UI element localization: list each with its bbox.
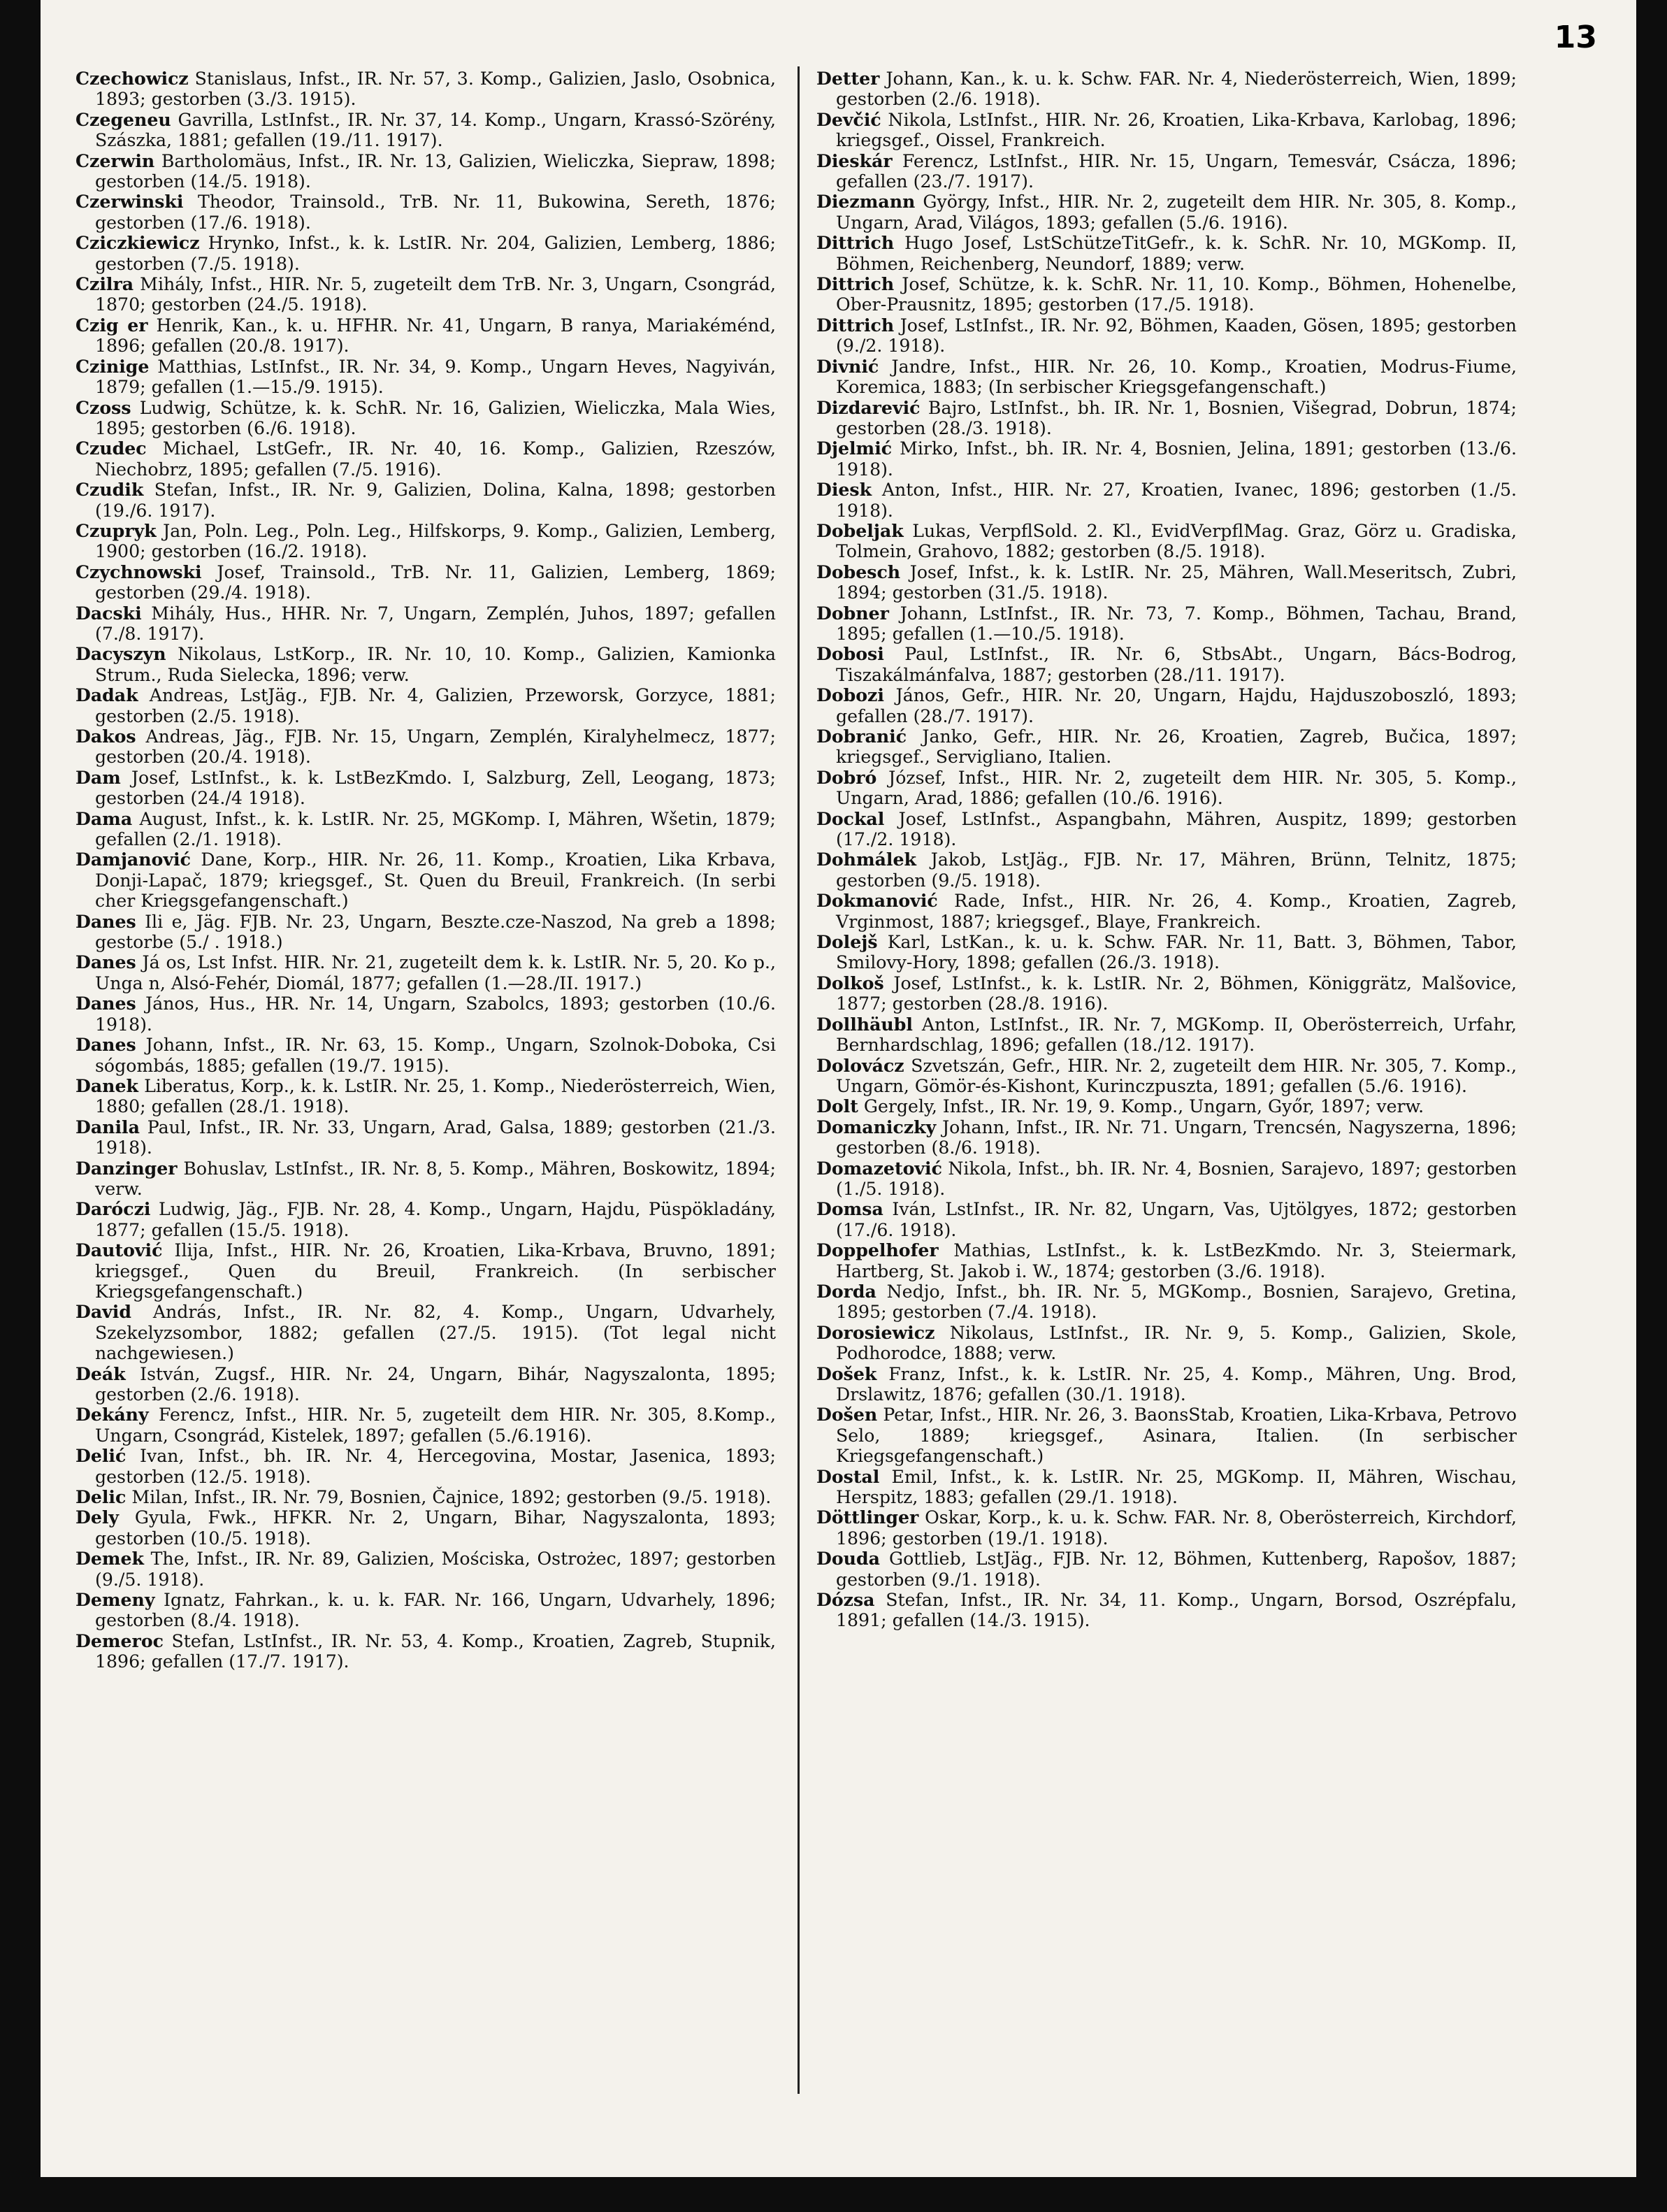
register-entry bbox=[816, 1199, 1517, 1240]
register-entry bbox=[75, 726, 776, 768]
entry-details: Michael, LstGefr., IR. Nr. 40, 16. Komp., Galizien, Rzeszów, Niechobrz, 1895; gefallen (7./5. 1916). bbox=[95, 438, 776, 480]
entry-surname: Dobró bbox=[816, 766, 877, 788]
entry-surname: Deák bbox=[75, 1363, 126, 1384]
entry-details: Ignatz, Fahrkan., k. u. k. FAR. Nr. 166, Ungarn, Udvarhely, 1896; gestorben (8./4. 1918). bbox=[95, 1590, 776, 1631]
entry-surname: Czychnowski bbox=[75, 561, 202, 582]
entry-surname: Dostal bbox=[816, 1465, 880, 1487]
register-entry bbox=[75, 603, 776, 645]
entry-details: Bohuslav, LstInfst., IR. Nr. 8, 5. Komp., Mähren, Boskowitz, 1894; verw. bbox=[95, 1158, 776, 1199]
entry-surname: Divnić bbox=[816, 355, 879, 377]
register-entry bbox=[816, 1056, 1517, 1097]
register-entry bbox=[75, 644, 776, 685]
entry-surname: Czilra bbox=[75, 273, 134, 295]
register-entry bbox=[75, 1035, 776, 1076]
entry-surname: Danes bbox=[75, 1034, 136, 1056]
entry-surname: Czoss bbox=[75, 396, 131, 418]
register-entry bbox=[816, 357, 1517, 398]
entry-surname: Dokmanović bbox=[816, 890, 938, 912]
entry-details: Karl, LstKan., k. u. k. Schw. FAR. Nr. 11, Batt. 3, Böhmen, Tabor, Smilovy-Hory, 1898; gefallen (26./3. 1918). bbox=[836, 932, 1517, 973]
scan-border-left bbox=[0, 0, 41, 2212]
register-entry bbox=[75, 521, 776, 562]
entry-details: Mihály, Infst., HIR. Nr. 5, zugeteilt dem TrB. Nr. 3, Ungarn, Csongrád, 1870; gestorben (24./5. 1918). bbox=[95, 274, 776, 315]
register-entry bbox=[75, 1302, 776, 1363]
entry-details: Andreas, Jäg., FJB. Nr. 15, Ungarn, Zemplén, Kiralyhelmecz, 1877; gestorben (20./4. 1918). bbox=[95, 726, 776, 768]
register-entry bbox=[816, 438, 1517, 480]
entry-details: Ilija, Infst., HIR. Nr. 26, Kroatien, Lika-Krbava, Bruvno, 1891; kriegsgef., Quen du Breuil, Frankreich. (In serbischer Kriegsgefangenschaft.) bbox=[95, 1240, 776, 1302]
entry-details: Jan, Poln. Leg., Poln. Leg., Hilfskorps, 9. Komp., Galizien, Lemberg, 1900; gestorben (16./2. 1918). bbox=[95, 520, 776, 562]
register-entry bbox=[75, 1446, 776, 1487]
entry-surname: Došen bbox=[816, 1404, 878, 1425]
entry-surname: Detter bbox=[816, 69, 880, 89]
register-entry bbox=[816, 1096, 1517, 1116]
entry-surname: Dolovácz bbox=[816, 1054, 904, 1076]
register-entry bbox=[816, 1590, 1517, 1631]
register-entry bbox=[75, 438, 776, 480]
register-entry bbox=[75, 952, 776, 993]
register-entry bbox=[75, 768, 776, 809]
register-entry bbox=[75, 480, 776, 521]
entry-details: Hugo Josef, LstSchützeTitGefr., k. k. SchR. Nr. 10, MGKomp. II, Böhmen, Reichenberg, Neundorf, 1889; verw. bbox=[836, 233, 1517, 274]
entry-surname: Doppelhofer bbox=[816, 1240, 939, 1261]
column-divider bbox=[798, 66, 800, 2094]
entry-details: Henrik, Kan., k. u. HFHR. Nr. 41, Ungarn, B ranya, Mariakéménd, 1896; gefallen (20./8. 1917). bbox=[95, 315, 776, 357]
entry-surname: Djelmić bbox=[816, 438, 893, 459]
entry-surname: Dakos bbox=[75, 726, 136, 747]
entry-details: Jakob, LstJäg., FJB. Nr. 17, Mähren, Brünn, Telnitz, 1875; gestorben (9./5. 1918). bbox=[836, 849, 1517, 891]
entry-surname: Danek bbox=[75, 1075, 138, 1096]
entry-details: Janko, Gefr., HIR. Nr. 26, Kroatien, Zagreb, Bučica, 1897; kriegsgef., Servigliano, Italien. bbox=[836, 726, 1517, 768]
register-entry bbox=[75, 809, 776, 850]
entry-details: Theodor, Trainsold., TrB. Nr. 11, Bukowina, Sereth, 1876; gestorben (17./6. 1918). bbox=[95, 192, 776, 233]
register-entry bbox=[75, 562, 776, 603]
entry-surname: Domsa bbox=[816, 1198, 883, 1220]
entry-surname: Dekány bbox=[75, 1404, 149, 1425]
entry-details: Josef, Schütze, k. k. SchR. Nr. 11, 10. Komp., Böhmen, Hohenelbe, Ober-Prausnitz, 1895; gestorben (17./5. 1918). bbox=[836, 274, 1517, 315]
register-entry bbox=[816, 1467, 1517, 1508]
register-entry bbox=[816, 891, 1517, 932]
register-entry bbox=[816, 1323, 1517, 1364]
entry-surname: Dobosi bbox=[816, 643, 884, 665]
entry-details: Szvetszán, Gefr., HIR. Nr. 2, zugeteilt dem HIR. Nr. 305, 7. Komp., Ungarn, Gömör-és-Kishont, Kurinczpuszta, 1891; gefallen (5./6. 1916). bbox=[836, 1055, 1517, 1096]
register-entry bbox=[75, 1076, 776, 1117]
register-entry bbox=[816, 603, 1517, 645]
entry-details: Ivan, Infst., bh. IR. Nr. 4, Hercegovina, Mostar, Jasenica, 1893; gestorben (12./5. 1918). bbox=[95, 1446, 776, 1487]
register-entry bbox=[75, 1487, 776, 1507]
entry-surname: Czechowicz bbox=[75, 69, 189, 89]
entry-surname: Damjanović bbox=[75, 849, 191, 870]
entry-surname: Czudik bbox=[75, 479, 144, 501]
entry-details: Ludwig, Jäg., FJB. Nr. 28, 4. Komp., Ungarn, Hajdu, Püspökladány, 1877; gefallen (15./5. 1918). bbox=[95, 1199, 776, 1240]
entry-details: András, Infst., IR. Nr. 82, 4. Komp., Ungarn, Udvarhely, Szekelyzsombor, 1882; gefallen (27./5. 1915). (Tot legal nicht nachgewiesen.) bbox=[95, 1302, 776, 1364]
entry-details: Josef, LstInfst., k. k. LstBezKmdo. I, Salzburg, Zell, Leogang, 1873; gestorben (24./4 1918). bbox=[95, 767, 776, 809]
register-entry bbox=[75, 274, 776, 315]
register-entry bbox=[75, 69, 776, 110]
entry-surname: Domaniczky bbox=[816, 1116, 937, 1137]
left-column bbox=[75, 69, 776, 2138]
entry-details: Nikola, LstInfst., HIR. Nr. 26, Kroatien, Lika-Krbava, Karlobag, 1896; kriegsgef., Oissel, Frankreich. bbox=[836, 109, 1517, 151]
entry-details: Johann, Infst., IR. Nr. 63, 15. Komp., Ungarn, Szolnok-Doboka, Csi sógombás, 1885; gefallen (19./7. 1915). bbox=[95, 1035, 776, 1076]
page-number: 13 bbox=[1554, 20, 1597, 55]
scan-border-bottom bbox=[0, 2177, 1667, 2212]
entry-surname: Daróczi bbox=[75, 1198, 151, 1220]
entry-details: Milan, Infst., IR. Nr. 79, Bosnien, Čajnice, 1892; gestorben (9./5. 1918). bbox=[126, 1487, 772, 1508]
entry-details: Anton, LstInfst., IR. Nr. 7, MGKomp. II, Oberösterreich, Urfahr, Bernhardschlag, 1896; gefallen (18./12. 1917). bbox=[836, 1014, 1517, 1056]
entry-details: Nikolaus, LstKorp., IR. Nr. 10, 10. Komp., Galizien, Kamionka Strum., Ruda Sielecka, 1896; verw. bbox=[95, 644, 776, 685]
register-entry bbox=[816, 1240, 1517, 1281]
register-entry bbox=[75, 1199, 776, 1240]
entry-surname: Domazetović bbox=[816, 1157, 942, 1179]
entry-surname: Dam bbox=[75, 766, 121, 788]
register-entry bbox=[75, 315, 776, 357]
entry-surname: Demeny bbox=[75, 1589, 155, 1611]
entry-details: Johann, Kan., k. u. k. Schw. FAR. Nr. 4, Niederösterreich, Wien, 1899; gestorben (2./6. 1918). bbox=[836, 69, 1517, 110]
entry-details: Paul, Infst., IR. Nr. 33, Ungarn, Arad, Galsa, 1889; gestorben (21./3. 1918). bbox=[95, 1116, 776, 1158]
entry-details: Gottlieb, LstJäg., FJB. Nr. 12, Böhmen, Kuttenberg, Rapošov, 1887; gestorben (9./1. 1918). bbox=[836, 1549, 1517, 1590]
entry-surname: Delić bbox=[75, 1445, 127, 1467]
entry-surname: Dobeljak bbox=[816, 519, 904, 541]
entry-surname: Danzinger bbox=[75, 1157, 178, 1179]
register-entry bbox=[816, 685, 1517, 726]
register-entry bbox=[816, 521, 1517, 562]
entry-surname: Dittrich bbox=[816, 273, 895, 295]
entry-surname: Dobesch bbox=[816, 561, 901, 582]
register-entry bbox=[75, 357, 776, 398]
entry-details: Josef, LstInfst., IR. Nr. 92, Böhmen, Kaaden, Gösen, 1895; gestorben (9./2. 1918). bbox=[836, 315, 1517, 357]
entry-details: Nikola, Infst., bh. IR. Nr. 4, Bosnien, Sarajevo, 1897; gestorben (1./5. 1918). bbox=[836, 1158, 1517, 1199]
entry-surname: Dobozi bbox=[816, 684, 884, 706]
entry-details: Josef, Infst., k. k. LstIR. Nr. 25, Mähren, Wall.Meseritsch, Zubri, 1894; gestorben (31./5. 1918). bbox=[836, 561, 1517, 603]
entry-surname: Czerwin bbox=[75, 150, 155, 171]
entry-surname: Došek bbox=[816, 1363, 877, 1384]
entry-details: Johann, Infst., IR. Nr. 71. Ungarn, Trencsén, Nagyszerna, 1896; gestorben (8./6. 1918). bbox=[836, 1116, 1517, 1158]
entry-details: Stefan, Infst., IR. Nr. 34, 11. Komp., Ungarn, Borsod, Oszrépfalu, 1891; gefallen (14./3. 1915). bbox=[836, 1590, 1517, 1631]
entry-details: Stefan, Infst., IR. Nr. 9, Galizien, Dolina, Kalna, 1898; gestorben (19./6. 1917). bbox=[95, 480, 776, 521]
register-entry bbox=[75, 1590, 776, 1631]
entry-details: György, Infst., HIR. Nr. 2, zugeteilt dem HIR. Nr. 305, 8. Komp., Ungarn, Arad, Világos, 1893; gefallen (5./6. 1916). bbox=[836, 192, 1517, 233]
register-entry bbox=[75, 912, 776, 953]
entry-surname: Dacski bbox=[75, 602, 142, 624]
right-column bbox=[816, 69, 1517, 2138]
entry-details: István, Zugsf., HIR. Nr. 24, Ungarn, Bihár, Nagyszalonta, 1895; gestorben (2./6. 1918). bbox=[95, 1363, 776, 1405]
entry-surname: Danes bbox=[75, 993, 136, 1014]
entry-surname: Czinige bbox=[75, 355, 150, 377]
entry-details: Mihály, Hus., HHR. Nr. 7, Ungarn, Zemplén, Juhos, 1897; gefallen (7./8. 1917). bbox=[95, 603, 776, 644]
register-entry bbox=[816, 315, 1517, 357]
register-entry bbox=[816, 1364, 1517, 1405]
entry-details: Stanislaus, Infst., IR. Nr. 57, 3. Komp., Galizien, Jaslo, Osobnica, 1893; gestorben (3./3. 1915). bbox=[95, 69, 776, 110]
entry-details: Nedjo, Infst., bh. IR. Nr. 5, MGKomp., Bosnien, Sarajevo, Gretina, 1895; gestorben (7./4. 1918). bbox=[836, 1281, 1517, 1323]
entry-details: Bajro, LstInfst., bh. IR. Nr. 1, Bosnien, Višegrad, Dobrun, 1874; gestorben (28./3. 1918). bbox=[836, 397, 1517, 438]
entry-details: Stefan, LstInfst., IR. Nr. 53, 4. Komp., Kroatien, Zagreb, Stupnik, 1896; gefallen (17./7. 1917). bbox=[95, 1630, 776, 1672]
register-entry bbox=[816, 1117, 1517, 1158]
register-entry bbox=[75, 151, 776, 192]
entry-details: Josef, Trainsold., TrB. Nr. 11, Galizien, Lemberg, 1869; gestorben (29./4. 1918). bbox=[95, 561, 776, 603]
register-entry bbox=[816, 151, 1517, 192]
entry-surname: Dolkoš bbox=[816, 972, 884, 993]
entry-details: János, Gefr., HIR. Nr. 20, Ungarn, Hajdu, Hajduszoboszló, 1893; gefallen (28./7. 1917). bbox=[836, 685, 1517, 726]
scan-border-right bbox=[1636, 0, 1667, 2212]
register-entry bbox=[816, 1405, 1517, 1466]
entry-details: Mathias, LstInfst., k. k. LstBezKmdo. Nr. 3, Steiermark, Hartberg, St. Jakob i. W., 1874; gestorben (3./6. 1918). bbox=[836, 1240, 1517, 1281]
entry-surname: Dacyszyn bbox=[75, 643, 166, 665]
register-entry bbox=[816, 849, 1517, 891]
entry-surname: Dolt bbox=[816, 1096, 858, 1117]
entry-surname: Dadak bbox=[75, 684, 138, 706]
entry-surname: Döttlinger bbox=[816, 1507, 919, 1528]
entry-surname: Czudec bbox=[75, 438, 147, 459]
entry-surname: Czupryk bbox=[75, 519, 157, 541]
entry-details: Ferencz, Infst., HIR. Nr. 5, zugeteilt dem HIR. Nr. 305, 8.Komp., Ungarn, Csongrád, Kistelek, 1897; gefallen (5./6.1916). bbox=[95, 1405, 776, 1446]
register-entry bbox=[816, 1507, 1517, 1549]
entry-surname: Dorosiewicz bbox=[816, 1321, 935, 1343]
register-entry bbox=[75, 398, 776, 439]
entry-details: Ferencz, LstInfst., HIR. Nr. 15, Ungarn, Temesvár, Csácza, 1896; gefallen (23./7. 1917). bbox=[836, 150, 1517, 192]
register-entry bbox=[75, 1631, 776, 1672]
entry-details: Josef, LstInfst., k. k. LstIR. Nr. 2, Böhmen, Königgrätz, Malšovice, 1877; gestorben (28./8. 1916). bbox=[836, 972, 1517, 1014]
entry-surname: Dieskár bbox=[816, 150, 893, 171]
entry-surname: Dittrich bbox=[816, 232, 895, 254]
entry-surname: Dolejš bbox=[816, 931, 878, 953]
entry-details: Rade, Infst., HIR. Nr. 26, 4. Komp., Kroatien, Zagreb, Vrginmost, 1887; kriegsgef., Blaye, Frankreich. bbox=[836, 891, 1517, 932]
entry-details: Petar, Infst., HIR. Nr. 26, 3. BaonsStab, Kroatien, Lika-Krbava, Petrovo Selo, 1889; kriegsgef., Asinara, Italien. (In serbischer Kriegsgefangenschaft.) bbox=[836, 1405, 1517, 1467]
register-entry bbox=[75, 1507, 776, 1549]
entry-details: Iván, LstInfst., IR. Nr. 82, Ungarn, Vas, Ujtölgyes, 1872; gestorben (17./6. 1918). bbox=[836, 1199, 1517, 1240]
entry-surname: Dohmálek bbox=[816, 849, 916, 870]
register-entry bbox=[75, 1240, 776, 1302]
register-entry bbox=[816, 644, 1517, 685]
entry-surname: Dockal bbox=[816, 807, 885, 829]
entry-details: Gavrilla, LstInfst., IR. Nr. 37, 14. Komp., Ungarn, Krassó-Szörény, Szászka, 1881; gefallen (19./11. 1917). bbox=[95, 109, 776, 151]
entry-surname: Dobranić bbox=[816, 726, 907, 747]
register-entry bbox=[75, 685, 776, 726]
entry-details: Lukas, VerpflSold. 2. Kl., EvidVerpflMag. Graz, Görz u. Gradiska, Tolmein, Grahovo, 1882; gestorben (8./5. 1918). bbox=[836, 520, 1517, 562]
entry-details: Oskar, Korp., k. u. k. Schw. FAR. Nr. 8, Oberösterreich, Kirchdorf, 1896; gestorben (19./1. 1918). bbox=[836, 1507, 1517, 1549]
entry-details: Franz, Infst., k. k. LstIR. Nr. 25, 4. Komp., Mähren, Ung. Brod, Drslawitz, 1876; gefallen (30./1. 1918). bbox=[836, 1363, 1517, 1405]
entry-surname: Danes bbox=[75, 951, 136, 973]
entry-details: Gyula, Fwk., HFKR. Nr. 2, Ungarn, Bihar, Nagyszalonta, 1893; gestorben (10./5. 1918). bbox=[95, 1507, 776, 1549]
entry-details: Matthias, LstInfst., IR. Nr. 34, 9. Komp., Ungarn Heves, Nagyiván, 1879; gefallen (1.—15./9. 1915). bbox=[95, 356, 776, 398]
entry-surname: Dizdarević bbox=[816, 396, 921, 418]
entry-details: József, Infst., HIR. Nr. 2, zugeteilt dem HIR. Nr. 305, 5. Komp., Ungarn, Arad, 1886; gefallen (10./6. 1916). bbox=[836, 767, 1517, 809]
register-entry bbox=[816, 480, 1517, 521]
register-entry bbox=[816, 1158, 1517, 1200]
entry-details: János, Hus., HR. Nr. 14, Ungarn, Szabolcs, 1893; gestorben (10./6. 1918). bbox=[95, 993, 776, 1035]
entry-details: Já os, Lst Infst. HIR. Nr. 21, zugeteilt dem k. k. LstIR. Nr. 5, 20. Ko p., Unga n, Alsó-Fehér, Diomál, 1877; gefallen (1.—28./II. 1917.) bbox=[95, 952, 776, 993]
register-entry bbox=[816, 768, 1517, 809]
entry-details: Anton, Infst., HIR. Nr. 27, Kroatien, Ivanec, 1896; gestorben (1./5. 1918). bbox=[836, 480, 1517, 521]
entry-details: Liberatus, Korp., k. k. LstIR. Nr. 25, 1. Komp., Niederösterreich, Wien, 1880; gefallen (28./1. 1918). bbox=[95, 1075, 776, 1117]
entry-details: Gergely, Infst., IR. Nr. 19, 9. Komp., Ungarn, Győr, 1897; verw. bbox=[858, 1096, 1424, 1117]
entry-details: Dane, Korp., HIR. Nr. 26, 11. Komp., Kroatien, Lika Krbava, Donji-Lapač, 1879; kriegsgef., St. Quen du Breuil, Frankreich. (In serbi cher Kriegsgefangenschaft.) bbox=[95, 849, 776, 912]
entry-details: Bartholomäus, Infst., IR. Nr. 13, Galizien, Wieliczka, Siepraw, 1898; gestorben (14./5. 1918). bbox=[95, 150, 776, 192]
register-entry bbox=[816, 726, 1517, 768]
entry-surname: Dittrich bbox=[816, 314, 895, 336]
register-entry bbox=[816, 1549, 1517, 1590]
entry-surname: Czig er bbox=[75, 314, 148, 336]
entry-surname: Danila bbox=[75, 1116, 140, 1137]
entry-details: Andreas, LstJäg., FJB. Nr. 4, Galizien, Przeworsk, Gorzyce, 1881; gestorben (2./5. 1918). bbox=[95, 685, 776, 726]
entry-details: August, Infst., k. k. LstIR. Nr. 25, MGKomp. I, Mähren, Wšetin, 1879; gefallen (2./1. 1918). bbox=[95, 808, 776, 850]
register-entry bbox=[816, 69, 1517, 110]
register-entry bbox=[816, 562, 1517, 603]
register-entry bbox=[816, 274, 1517, 315]
register-entry bbox=[75, 110, 776, 151]
entry-surname: Dely bbox=[75, 1507, 120, 1528]
register-entry bbox=[816, 398, 1517, 439]
register-entry bbox=[75, 192, 776, 233]
entry-details: Josef, LstInfst., Aspangbahn, Mähren, Auspitz, 1899; gestorben (17./2. 1918). bbox=[836, 808, 1517, 850]
register-entry bbox=[816, 809, 1517, 850]
entry-surname: Czerwinski bbox=[75, 191, 184, 213]
register-entry bbox=[75, 1117, 776, 1158]
entry-surname: Czegeneu bbox=[75, 108, 171, 130]
entry-surname: Danes bbox=[75, 910, 136, 932]
register-entry bbox=[75, 233, 776, 274]
register-entry bbox=[816, 973, 1517, 1014]
entry-details: Mirko, Infst., bh. IR. Nr. 4, Bosnien, Jelina, 1891; gestorben (13./6. 1918). bbox=[836, 438, 1517, 480]
entry-surname: Dama bbox=[75, 807, 133, 829]
entry-surname: Dorda bbox=[816, 1280, 876, 1302]
entry-details: Ili e, Jäg. FJB. Nr. 23, Ungarn, Beszte.cze-Naszod, Na greb a 1898; gestorbe (5./ . 1918.) bbox=[95, 911, 776, 953]
entry-details: Emil, Infst., k. k. LstIR. Nr. 25, MGKomp. II, Mähren, Wischau, Herspitz, 1883; gefallen (29./1. 1918). bbox=[836, 1466, 1517, 1508]
entry-surname: Dollhäubl bbox=[816, 1013, 913, 1035]
entry-surname: Dózsa bbox=[816, 1589, 875, 1611]
register-entry bbox=[75, 1158, 776, 1200]
entry-surname: Diesk bbox=[816, 479, 872, 501]
register-entry bbox=[75, 1364, 776, 1405]
entry-surname: David bbox=[75, 1301, 131, 1323]
register-entry bbox=[75, 849, 776, 911]
entry-details: Jandre, Infst., HIR. Nr. 26, 10. Komp., Kroatien, Modrus-Fiume, Koremica, 1883; (In serbischer Kriegsgefangenschaft.) bbox=[836, 356, 1517, 398]
register-entry bbox=[816, 233, 1517, 274]
register-entry bbox=[816, 932, 1517, 973]
entry-surname: Dobner bbox=[816, 602, 889, 624]
entry-surname: Douda bbox=[816, 1548, 880, 1570]
register-entry bbox=[816, 1281, 1517, 1323]
entry-surname: Cziczkiewicz bbox=[75, 232, 200, 254]
register-entry bbox=[75, 1549, 776, 1590]
register-entry bbox=[816, 110, 1517, 151]
entry-surname: Devčić bbox=[816, 108, 881, 130]
entry-details: Johann, LstInfst., IR. Nr. 73, 7. Komp., Böhmen, Tachau, Brand, 1895; gefallen (1.—10./5. 1918). bbox=[836, 603, 1517, 644]
register-entry bbox=[816, 1014, 1517, 1056]
entry-surname: Demeroc bbox=[75, 1630, 164, 1651]
entry-details: The, Infst., IR. Nr. 89, Galizien, Mościska, Ostrożec, 1897; gestorben (9./5. 1918). bbox=[95, 1549, 776, 1590]
entry-surname: Diezmann bbox=[816, 191, 916, 213]
entry-details: Hrynko, Infst., k. k. LstIR. Nr. 204, Galizien, Lemberg, 1886; gestorben (7./5. 1918). bbox=[95, 233, 776, 274]
entry-surname: Demek bbox=[75, 1548, 144, 1570]
entry-details: Nikolaus, LstInfst., IR. Nr. 9, 5. Komp., Galizien, Skole, Podhorodce, 1888; verw. bbox=[836, 1322, 1517, 1364]
entry-surname: Dautović bbox=[75, 1240, 163, 1261]
register-entry bbox=[75, 993, 776, 1035]
register-entry bbox=[75, 1405, 776, 1446]
register-entry bbox=[816, 192, 1517, 233]
entry-surname: Delic bbox=[75, 1486, 127, 1508]
entry-details: Ludwig, Schütze, k. k. SchR. Nr. 16, Galizien, Wieliczka, Mala Wies, 1895; gestorben (6./6. 1918). bbox=[95, 397, 776, 438]
entry-details: Paul, LstInfst., IR. Nr. 6, StbsAbt., Ungarn, Bács-Bodrog, Tiszakálmánfalva, 1887; gestorben (28./11. 1917). bbox=[836, 644, 1517, 685]
